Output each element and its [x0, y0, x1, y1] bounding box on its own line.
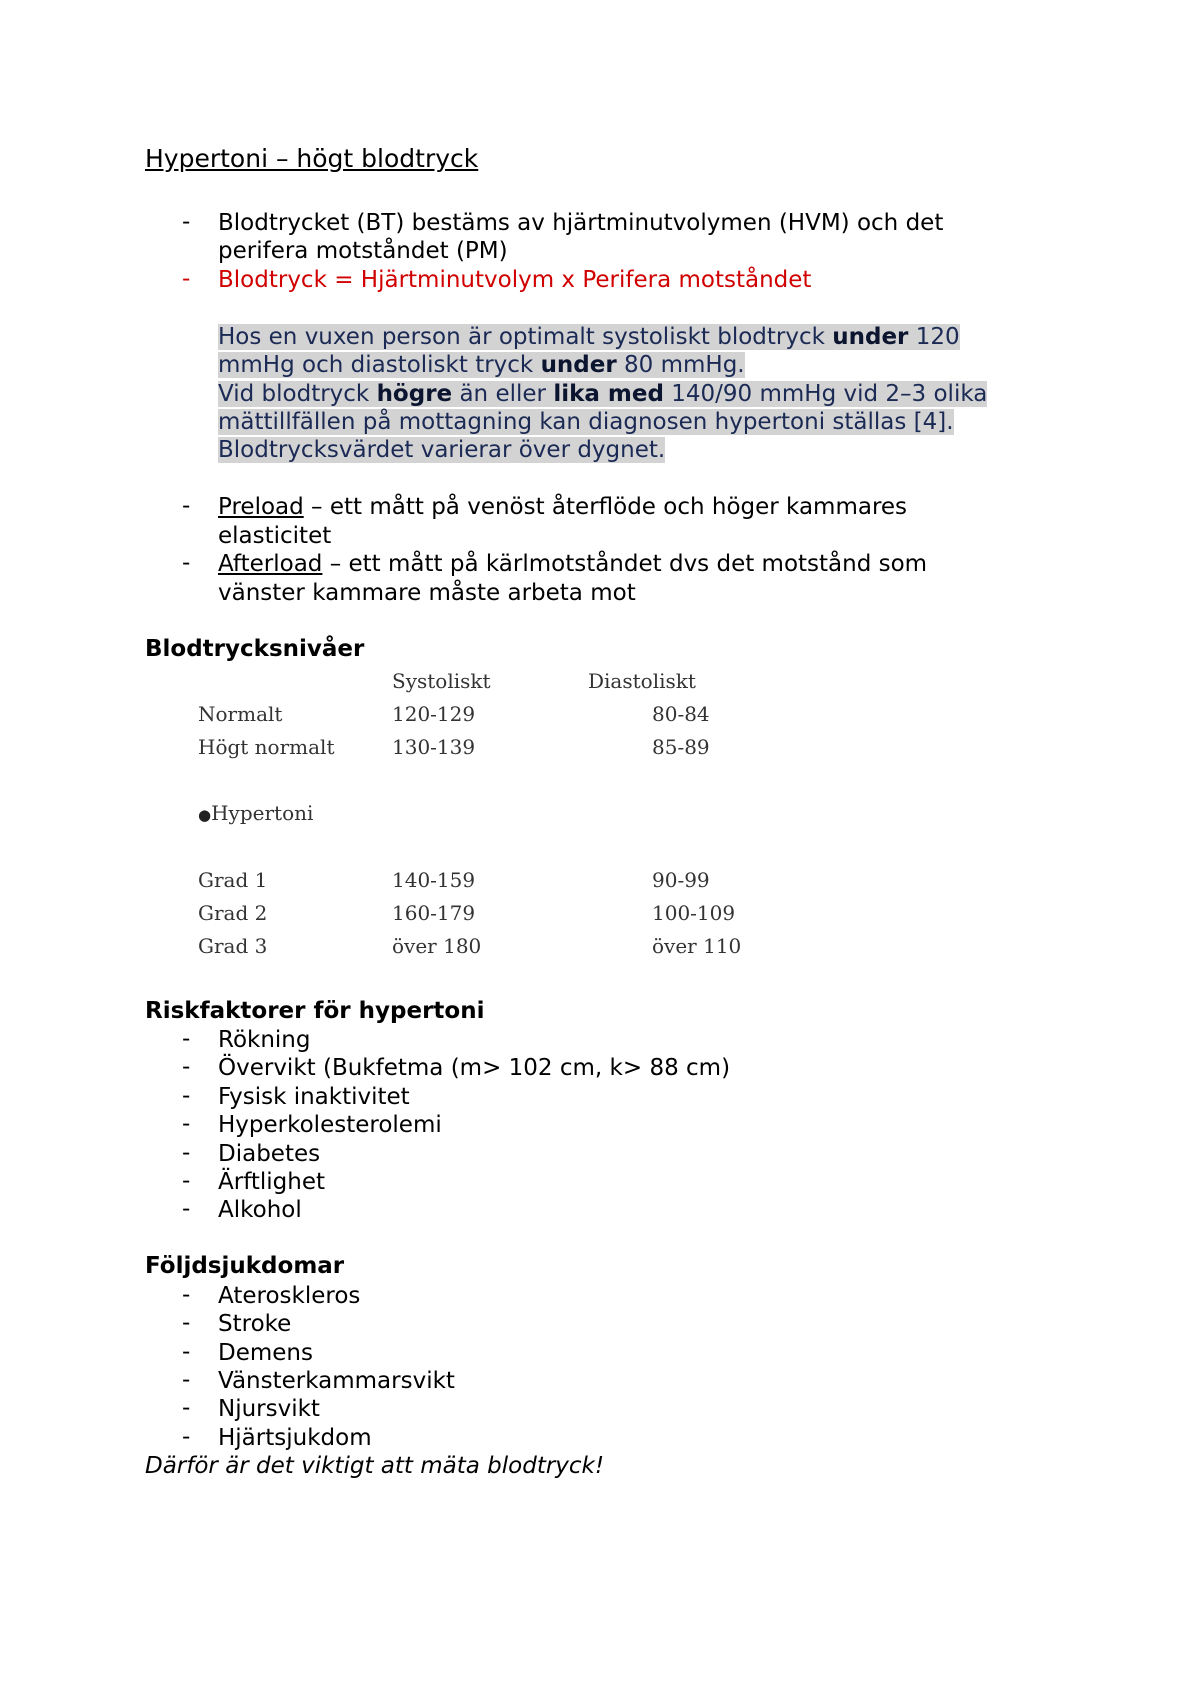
list-dash: -	[182, 1140, 191, 1166]
list-dash: -	[182, 266, 191, 292]
list-dash: -	[182, 1111, 191, 1137]
sequelae-heading: Följdsjukdomar	[145, 1253, 345, 1279]
page-title: Hypertoni – högt blodtryck	[145, 144, 479, 173]
row-label: Högt normalt	[198, 735, 335, 759]
risk-item: Hyperkolesterolemi	[218, 1112, 442, 1138]
list-dash: -	[182, 550, 191, 576]
levels-heading: Blodtrycksnivåer	[145, 636, 365, 662]
sequela-item: Stroke	[218, 1311, 292, 1337]
row-diastolic: 80-84	[652, 702, 710, 726]
risk-item: Rökning	[218, 1027, 311, 1053]
column-header-diastolic: Diastoliskt	[588, 669, 696, 693]
list-dash: -	[182, 1168, 191, 1194]
preload-term: Preload	[218, 494, 304, 520]
sequela-item: Hjärtsjukdom	[218, 1425, 372, 1451]
list-dash: -	[182, 1367, 191, 1393]
risk-item: Övervikt (Bukfetma (m> 102 cm, k> 88 cm)	[218, 1055, 731, 1081]
highlight-line-2: mmHg och diastoliskt tryck under 80 mmHg.	[218, 352, 745, 378]
row-diastolic: 100-109	[652, 901, 736, 925]
list-dash: -	[182, 1339, 191, 1365]
row-diastolic: 90-99	[652, 868, 710, 892]
highlight-line-5: Blodtrycksvärdet varierar över dygnet.	[218, 437, 666, 463]
row-diastolic: över 110	[652, 934, 742, 958]
sequela-item: Demens	[218, 1340, 313, 1366]
list-dash: -	[182, 209, 191, 235]
column-header-systolic: Systoliskt	[392, 669, 491, 693]
row-systolic: 140-159	[392, 868, 476, 892]
hypertoni-subheading: ●Hypertoni	[198, 801, 314, 825]
row-diastolic: 85-89	[652, 735, 710, 759]
formula-line: Blodtryck = Hjärtminutvolym x Perifera motståndet	[218, 267, 812, 293]
preload-line-1: Preload – ett mått på venöst återflöde och höger kammares	[218, 494, 908, 520]
highlight-line-3: Vid blodtryck högre än eller lika med 140/90 mmHg vid 2–3 olika	[218, 381, 988, 407]
sequela-item: Ateroskleros	[218, 1283, 361, 1309]
bullet-icon: ●	[198, 806, 212, 824]
afterload-line-2: vänster kammare måste arbeta mot	[218, 580, 636, 606]
preload-line-2: elasticitet	[218, 523, 332, 549]
list-dash: -	[182, 493, 191, 519]
intro-bullet-1-line-1: Blodtrycket (BT) bestäms av hjärtminutvolymen (HVM) och det	[218, 210, 944, 236]
highlight-line-4: mättillfällen på mottagning kan diagnosen hypertoni ställas [4].	[218, 409, 954, 435]
row-systolic: 130-139	[392, 735, 476, 759]
row-systolic: 120-129	[392, 702, 476, 726]
risk-item: Alkohol	[218, 1197, 302, 1223]
afterload-term: Afterload	[218, 551, 323, 577]
afterload-line-1: Afterload – ett mått på kärlmotståndet dvs det motstånd som	[218, 551, 928, 577]
sequela-item: Vänsterkammarsvikt	[218, 1368, 455, 1394]
list-dash: -	[182, 1083, 191, 1109]
sequela-item: Njursvikt	[218, 1396, 320, 1422]
conclusion-text: Därför är det viktigt att mäta blodtryck!	[145, 1453, 605, 1479]
row-systolic: 160-179	[392, 901, 476, 925]
row-systolic: över 180	[392, 934, 482, 958]
risk-item: Fysisk inaktivitet	[218, 1084, 410, 1110]
risk-heading: Riskfaktorer för hypertoni	[145, 998, 485, 1024]
list-dash: -	[182, 1310, 191, 1336]
row-label: Grad 1	[198, 868, 268, 892]
intro-bullet-1-line-2: perifera motståndet (PM)	[218, 238, 508, 264]
list-dash: -	[182, 1054, 191, 1080]
list-dash: -	[182, 1026, 191, 1052]
risk-item: Diabetes	[218, 1141, 321, 1167]
list-dash: -	[182, 1196, 191, 1222]
list-dash: -	[182, 1424, 191, 1450]
row-label: Grad 2	[198, 901, 268, 925]
row-label: Normalt	[198, 702, 283, 726]
list-dash: -	[182, 1395, 191, 1421]
list-dash: -	[182, 1282, 191, 1308]
highlight-line-1: Hos en vuxen person är optimalt systoliskt blodtryck under 120	[218, 324, 960, 350]
row-label: Grad 3	[198, 934, 268, 958]
risk-item: Ärftlighet	[218, 1169, 326, 1195]
